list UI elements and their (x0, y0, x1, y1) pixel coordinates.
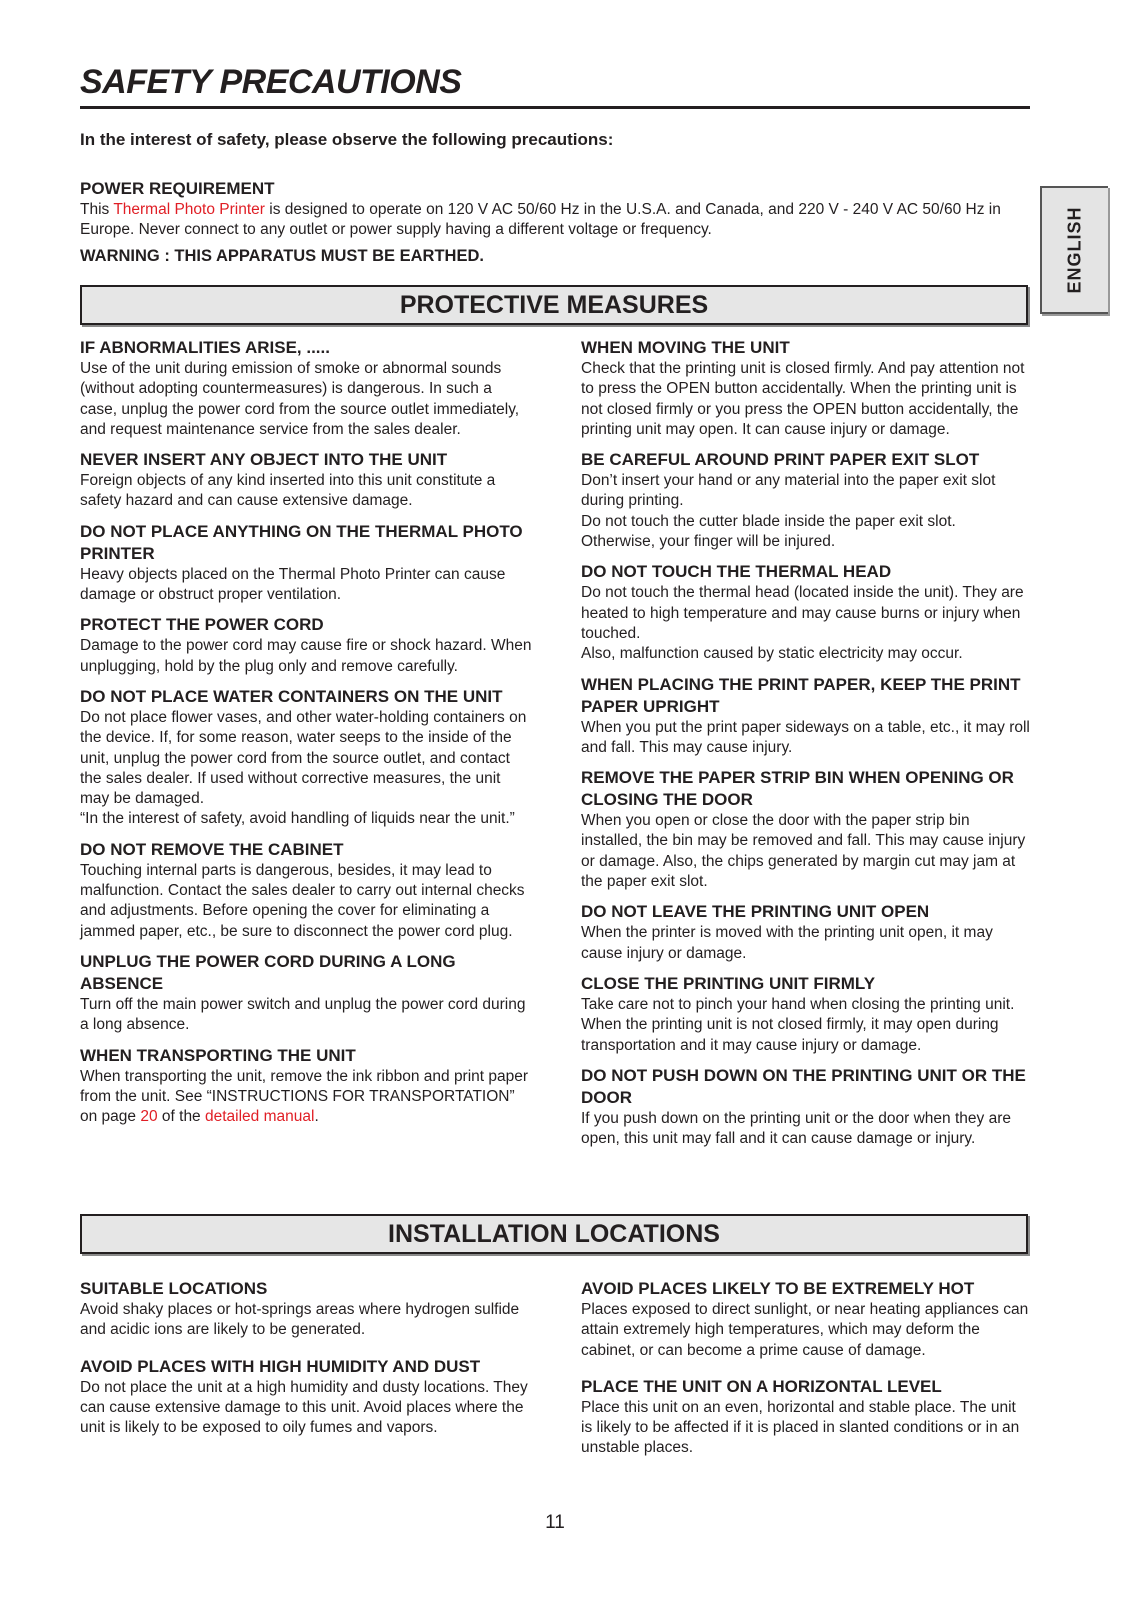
product-name-highlight: Thermal Photo Printer (113, 201, 265, 218)
precaution-text: Damage to the power cord may cause fire or shock hazard. When unplugging, hold by the plug only and remove carefully. (80, 637, 532, 675)
precaution-text: When the printer is moved with the printing unit open, it may cause injury or damage. (581, 924, 993, 962)
precaution-title: WHEN PLACING THE PRINT PAPER, KEEP THE PRINT PAPER UPRIGHT (581, 674, 1021, 716)
location-item (581, 1278, 1031, 1361)
power-text-post: is designed to operate on 120 V AC 50/60 Hz in the U.S.A. and Canada, and 220 V - 240 V AC 50/60 Hz in Europe. Never connect to any outlet or power supply having a different voltage or frequency. (80, 201, 1001, 238)
location-item (80, 1356, 532, 1439)
precaution-title: DO NOT LEAVE THE PRINTING UNIT OPEN (581, 902, 930, 922)
precaution-title: DO NOT TOUCH THE THERMAL HEAD (581, 562, 892, 582)
earth-warning: WARNING : THIS APPARATUS MUST BE EARTHED. (80, 247, 484, 265)
precaution-text-note: “In the interest of safety, avoid handling of liquids near the unit.” (80, 810, 515, 828)
language-tab-label: ENGLISH (1064, 206, 1085, 294)
precaution-item (80, 614, 532, 677)
installation-right-column (581, 1278, 1031, 1474)
location-item (581, 1376, 1031, 1459)
precaution-text: Turn off the main power switch and unplug the power cord during a long absence. (80, 995, 526, 1034)
location-title: AVOID PLACES LIKELY TO BE EXTREMELY HOT (581, 1279, 975, 1298)
precaution-title: DO NOT PLACE WATER CONTAINERS ON THE UNIT (80, 686, 503, 706)
page-number: 11 (545, 1512, 565, 1533)
power-requirement-section (80, 178, 1020, 266)
precaution-title: PROTECT THE POWER CORD (80, 615, 324, 635)
installation-left-column (80, 1278, 532, 1453)
transport-text-end: . (314, 1108, 319, 1126)
precaution-title: WHEN MOVING THE UNIT (581, 338, 790, 357)
precaution-title: UNPLUG THE POWER CORD DURING A LONG ABSENCE (80, 951, 456, 993)
precaution-text (80, 1067, 532, 1128)
location-title: AVOID PLACES WITH HIGH HUMIDITY AND DUST (80, 1356, 481, 1376)
precaution-title: IF ABNORMALITIES ARISE, ..... (80, 338, 330, 357)
precaution-text: Don’t insert your hand or any material into the paper exit slot during printing. (581, 472, 996, 510)
precaution-text: Check that the printing unit is closed firmly. And pay attention not to press the OPEN button accidentally. When the printing unit is not closed firmly or you press the OPEN button accidentally, the printing unit may open. It can cause injury or damage. (581, 360, 1025, 438)
location-title: SUITABLE LOCATIONS (80, 1279, 268, 1298)
precaution-text-note: Do not touch the cutter blade inside the paper exit slot. Otherwise, your finger will be injured. (581, 512, 956, 551)
precaution-title: DO NOT PUSH DOWN ON THE PRINTING UNIT OR THE DOOR (581, 1065, 1026, 1107)
precaution-item (80, 449, 532, 512)
precaution-text: Take care not to pinch your hand when closing the printing unit. When the printing unit is not closed firmly, it may open during transportation and it may cause injury or damage. (581, 995, 1015, 1054)
precaution-title: WHEN TRANSPORTING THE UNIT (80, 1045, 356, 1065)
power-requirement-text (80, 200, 1020, 240)
page-reference-link[interactable]: 20 (140, 1108, 158, 1126)
precaution-text: If you push down on the printing unit or the door when they are open, this unit may fall and it can cause damage or injury. (581, 1109, 1011, 1148)
precaution-text: Touching internal parts is dangerous, besides, it may lead to malfunction. Contact the sales dealer to carry out internal checks and adjustments. Before opening the cover for eliminating a jammed paper, etc., be sure to disconnect the power cord plug. (80, 861, 525, 940)
precaution-text: Foreign objects of any kind inserted into this unit constitute a safety hazard and can cause extensive damage. (80, 472, 496, 510)
transport-text-mid: of the (157, 1108, 205, 1126)
precaution-text: Do not touch the thermal head (located inside the unit). They are heated to high temperature and may cause burns or injury when touched. (581, 584, 1024, 642)
precaution-item (80, 1045, 532, 1128)
page-title: SAFETY PRECAUTIONS (80, 62, 1030, 109)
power-requirement-heading: POWER REQUIREMENT (80, 179, 275, 198)
location-text: Place this unit on an even, horizontal and stable place. The unit is likely to be affected if it is placed in slanted conditions or in an unstable places. (581, 1398, 1020, 1457)
precaution-item (581, 973, 1031, 1056)
precaution-text: Use of the unit during emission of smoke or abnormal sounds (without adopting countermeasures) is dangerous. In such a case, unplug the power cord from the source outlet immediately, and request maintenance service from the sales dealer. (80, 360, 520, 438)
location-item (80, 1278, 532, 1341)
location-text: Do not place the unit at a high humidity and dusty locations. They can cause extensive damage to this unit. Avoid places where the unit is likely to be exposed to oily fumes and vapors. (80, 1378, 528, 1437)
precaution-title: CLOSE THE PRINTING UNIT FIRMLY (581, 973, 876, 993)
precaution-text: When you open or close the door with the paper strip bin installed, the bin may be removed and fall. This may cause injury or damage. Also, the chips generated by margin cut may jam at the paper exit slot. (581, 812, 1026, 891)
precaution-item (581, 561, 1031, 664)
protective-left-column (80, 337, 532, 1136)
precaution-item (80, 521, 532, 606)
precaution-item (581, 337, 1031, 440)
power-text-pre: This (80, 201, 114, 218)
precaution-title: DO NOT REMOVE THE CABINET (80, 839, 344, 859)
intro-text: In the interest of safety, please observe the following precautions: (80, 130, 614, 149)
precaution-item (80, 686, 532, 830)
precaution-title: BE CAREFUL AROUND PRINT PAPER EXIT SLOT (581, 450, 980, 470)
precaution-title: NEVER INSERT ANY OBJECT INTO THE UNIT (80, 450, 448, 470)
detailed-manual-link[interactable]: detailed manual (205, 1108, 315, 1126)
language-tab (1040, 186, 1108, 314)
precaution-item (80, 839, 532, 942)
precaution-text: When you put the print paper sideways on a table, etc., it may roll and fall. This may cause injury. (581, 718, 1030, 756)
precaution-item (581, 1065, 1031, 1150)
precaution-item (581, 674, 1031, 759)
location-text: Places exposed to direct sunlight, or near heating appliances can attain extremely high temperatures, which may deform the cabinet, or can become a prime cause of damage. (581, 1301, 1029, 1359)
location-title: PLACE THE UNIT ON A HORIZONTAL LEVEL (581, 1376, 942, 1396)
protective-right-column (581, 337, 1031, 1158)
installation-locations-heading: INSTALLATION LOCATIONS (80, 1214, 1028, 1254)
precaution-text-note: Also, malfunction caused by static electricity may occur. (581, 645, 963, 663)
precaution-item (80, 337, 532, 440)
precaution-item (581, 901, 1031, 964)
transport-text-pre: When transporting the unit, remove the ink ribbon and print paper from the unit. See “INSTRUCTIONS FOR TRANSPORTATION” on page (80, 1067, 529, 1126)
location-text: Avoid shaky places or hot-springs areas where hydrogen sulfide and acidic ions are likely to be generated. (80, 1301, 520, 1339)
precaution-item (581, 449, 1031, 552)
protective-measures-heading: PROTECTIVE MEASURES (80, 285, 1028, 325)
precaution-title: REMOVE THE PAPER STRIP BIN WHEN OPENING OR CLOSING THE DOOR (581, 768, 1014, 810)
precaution-text: Do not place flower vases, and other water-holding containers on the device. If, for some reason, water seeps to the inside of the unit, unplug the power cord from the source outlet, and contact the sales dealer. If used without corrective measures, the unit may be damaged. (80, 708, 527, 808)
precaution-item (581, 767, 1031, 892)
precaution-title: DO NOT PLACE ANYTHING ON THE THERMAL PHOTO PRINTER (80, 521, 523, 563)
precaution-text: Heavy objects placed on the Thermal Photo Printer can cause damage or obstruct proper ventilation. (80, 565, 506, 604)
precaution-item (80, 951, 532, 1036)
